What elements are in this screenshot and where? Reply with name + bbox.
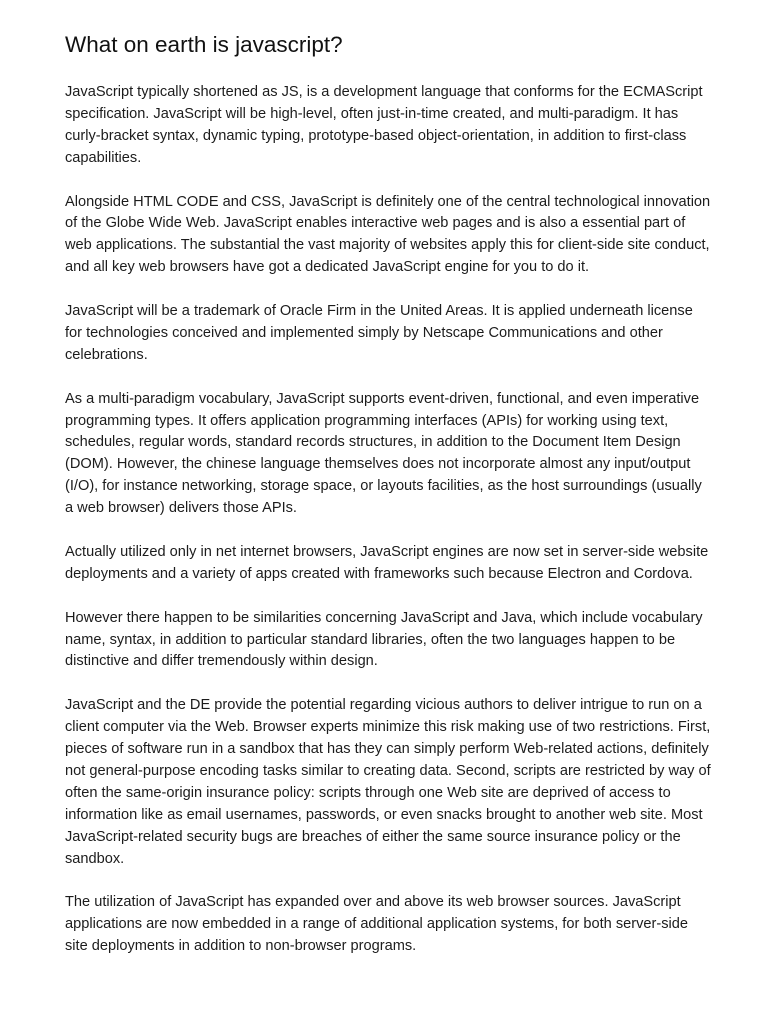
paragraph-8: The utilization of JavaScript has expanded over and above its web browser sources. JavaScript applications are now embedded in a range of additional application systems, for both server-side site deployments in addition to non-browser programs. <box>65 894 689 955</box>
article <box>65 30 713 980</box>
paragraph-4: As a multi-paradigm vocabulary, JavaScript supports event-driven, functional, and even imperative programming types. It offers application programming interfaces (APIs) for working using text, schedules, regular words, standard records structures, in addition to the Document Item Design (DOM). However, the chinese language themselves does not incorporate almost any input/output (I/O), for instance networking, storage space, or layouts facilities, as the host surroundings (usually a web browser) delivers those APIs. <box>65 390 702 517</box>
paragraph-2: Alongside HTML CODE and CSS, JavaScript is definitely one of the central technological innovation of the Globe Wide Web. JavaScript enables interactive web pages and is also a essential part of web applications. The substantial the vast majority of websites apply this for client-side site conduct, and all key web browsers have got a dedicated JavaScript engine for you to do it. <box>65 193 711 276</box>
paragraph-3: JavaScript will be a trademark of Oracle Firm in the United Areas. It is applied underneath license for technologies conceived and implemented simply by Netscape Communications and other celebrations. <box>65 303 693 363</box>
paragraph-7: JavaScript and the DE provide the potential regarding vicious authors to deliver intrigue to run on a client computer via the Web. Browser experts minimize this risk making use of two restrictions. First, pieces of software run in a sandbox that has they can simply perform Web-related actions, definitely not general-purpose encoding tasks similar to creating data. Second, scripts are restricted by way of often the same-origin insurance policy: scripts through one Web site are deprived of access to information like as email usernames, passwords, or even snacks brought to another web site. Most JavaScript-related security bugs are breaches of either the same source insurance policy or the sandbox. <box>65 697 711 867</box>
page-title: What on earth is javascript? <box>65 32 343 57</box>
paragraph-1: JavaScript typically shortened as JS, is a development language that conforms for the ECMAScript specification. JavaScript will be high-level, often just-in-time created, and multi-paradigm. It has curly-bracket syntax, dynamic typing, prototype-based object-orientation, in addition to first-class capabilities. <box>65 84 703 166</box>
paragraph-6: However there happen to be similarities concerning JavaScript and Java, which include vocabulary name, syntax, in addition to particular standard libraries, often the two languages happen to be distinctive and differ tremendously within design. <box>65 609 703 670</box>
paragraph-5: Actually utilized only in net internet browsers, JavaScript engines are now set in server-side website deployments and a variety of apps created with frameworks such because Electron and Cordova. <box>65 543 709 582</box>
